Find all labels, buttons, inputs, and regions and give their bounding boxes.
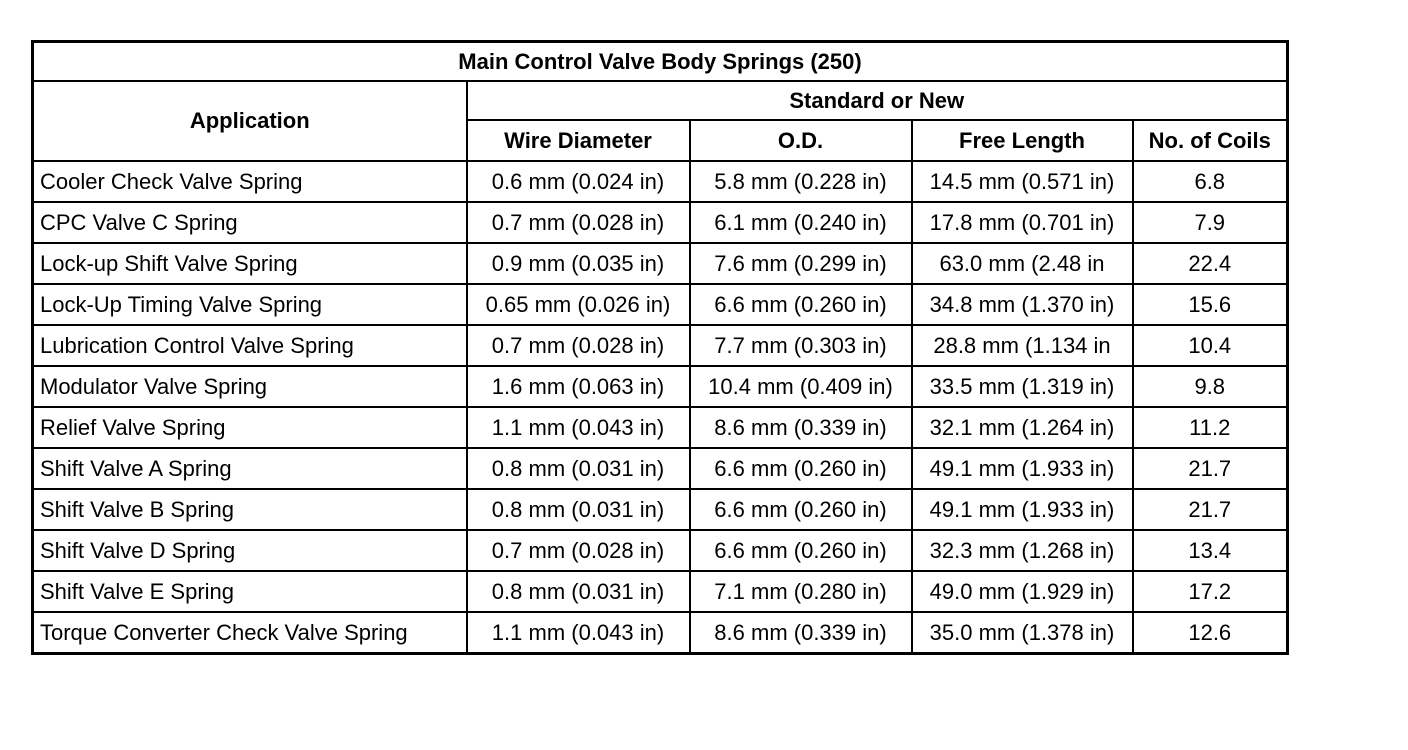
cell-od: 8.6 mm (0.339 in) [690,407,912,448]
cell-free-length: 35.0 mm (1.378 in) [912,612,1133,654]
cell-free-length: 32.3 mm (1.268 in) [912,530,1133,571]
cell-free-length: 33.5 mm (1.319 in) [912,366,1133,407]
cell-application: Shift Valve A Spring [33,448,467,489]
cell-application: Lock-up Shift Valve Spring [33,243,467,284]
cell-free-length: 32.1 mm (1.264 in) [912,407,1133,448]
cell-free-length: 28.8 mm (1.134 in [912,325,1133,366]
table-row [33,202,1288,243]
cell-wire-diameter: 0.9 mm (0.035 in) [467,243,690,284]
cell-application: Lock-Up Timing Valve Spring [33,284,467,325]
cell-free-length: 49.0 mm (1.929 in) [912,571,1133,612]
cell-coils: 11.2 [1133,407,1288,448]
cell-od: 8.6 mm (0.339 in) [690,612,912,654]
cell-free-length: 17.8 mm (0.701 in) [912,202,1133,243]
cell-wire-diameter: 0.8 mm (0.031 in) [467,571,690,612]
cell-free-length: 49.1 mm (1.933 in) [912,448,1133,489]
table-row [33,448,1288,489]
cell-wire-diameter: 0.6 mm (0.024 in) [467,161,690,202]
cell-application: Cooler Check Valve Spring [33,161,467,202]
cell-application: Shift Valve D Spring [33,530,467,571]
cell-coils: 7.9 [1133,202,1288,243]
table-row [33,325,1288,366]
cell-coils: 21.7 [1133,448,1288,489]
table-row [33,530,1288,571]
cell-coils: 6.8 [1133,161,1288,202]
cell-coils: 17.2 [1133,571,1288,612]
table-row [33,489,1288,530]
header-wire-diameter: Wire Diameter [467,120,690,161]
cell-od: 6.6 mm (0.260 in) [690,284,912,325]
table-row [33,571,1288,612]
cell-application: Lubrication Control Valve Spring [33,325,467,366]
cell-od: 6.6 mm (0.260 in) [690,448,912,489]
table-row [33,366,1288,407]
cell-coils: 22.4 [1133,243,1288,284]
cell-od: 6.6 mm (0.260 in) [690,530,912,571]
cell-free-length: 49.1 mm (1.933 in) [912,489,1133,530]
cell-wire-diameter: 0.7 mm (0.028 in) [467,325,690,366]
cell-free-length: 63.0 mm (2.48 in [912,243,1133,284]
cell-od: 6.6 mm (0.260 in) [690,489,912,530]
cell-application: Modulator Valve Spring [33,366,467,407]
title-row [33,42,1288,82]
cell-od: 6.1 mm (0.240 in) [690,202,912,243]
header-application: Application [33,81,467,161]
table-row [33,407,1288,448]
table-body [33,161,1288,654]
header-free-length: Free Length [912,120,1133,161]
cell-wire-diameter: 1.6 mm (0.063 in) [467,366,690,407]
cell-wire-diameter: 0.65 mm (0.026 in) [467,284,690,325]
cell-od: 7.7 mm (0.303 in) [690,325,912,366]
table-row [33,284,1288,325]
cell-wire-diameter: 1.1 mm (0.043 in) [467,612,690,654]
cell-wire-diameter: 0.7 mm (0.028 in) [467,202,690,243]
cell-od: 5.8 mm (0.228 in) [690,161,912,202]
cell-coils: 9.8 [1133,366,1288,407]
group-header-row [33,81,1288,120]
table-row [33,243,1288,284]
cell-wire-diameter: 0.8 mm (0.031 in) [467,489,690,530]
cell-free-length: 14.5 mm (0.571 in) [912,161,1133,202]
cell-od: 10.4 mm (0.409 in) [690,366,912,407]
cell-free-length: 34.8 mm (1.370 in) [912,284,1133,325]
cell-application: Shift Valve B Spring [33,489,467,530]
cell-application: CPC Valve C Spring [33,202,467,243]
cell-coils: 15.6 [1133,284,1288,325]
cell-coils: 12.6 [1133,612,1288,654]
cell-application: Shift Valve E Spring [33,571,467,612]
header-od: O.D. [690,120,912,161]
table-title: Main Control Valve Body Springs (250) [33,42,1288,82]
springs-spec-table [31,40,1289,655]
cell-coils: 10.4 [1133,325,1288,366]
cell-wire-diameter: 1.1 mm (0.043 in) [467,407,690,448]
cell-od: 7.6 mm (0.299 in) [690,243,912,284]
cell-od: 7.1 mm (0.280 in) [690,571,912,612]
table-row [33,161,1288,202]
cell-wire-diameter: 0.7 mm (0.028 in) [467,530,690,571]
cell-application: Torque Converter Check Valve Spring [33,612,467,654]
cell-coils: 13.4 [1133,530,1288,571]
cell-application: Relief Valve Spring [33,407,467,448]
header-coils: No. of Coils [1133,120,1288,161]
cell-wire-diameter: 0.8 mm (0.031 in) [467,448,690,489]
cell-coils: 21.7 [1133,489,1288,530]
table-row [33,612,1288,654]
header-standard-or-new: Standard or New [467,81,1288,120]
